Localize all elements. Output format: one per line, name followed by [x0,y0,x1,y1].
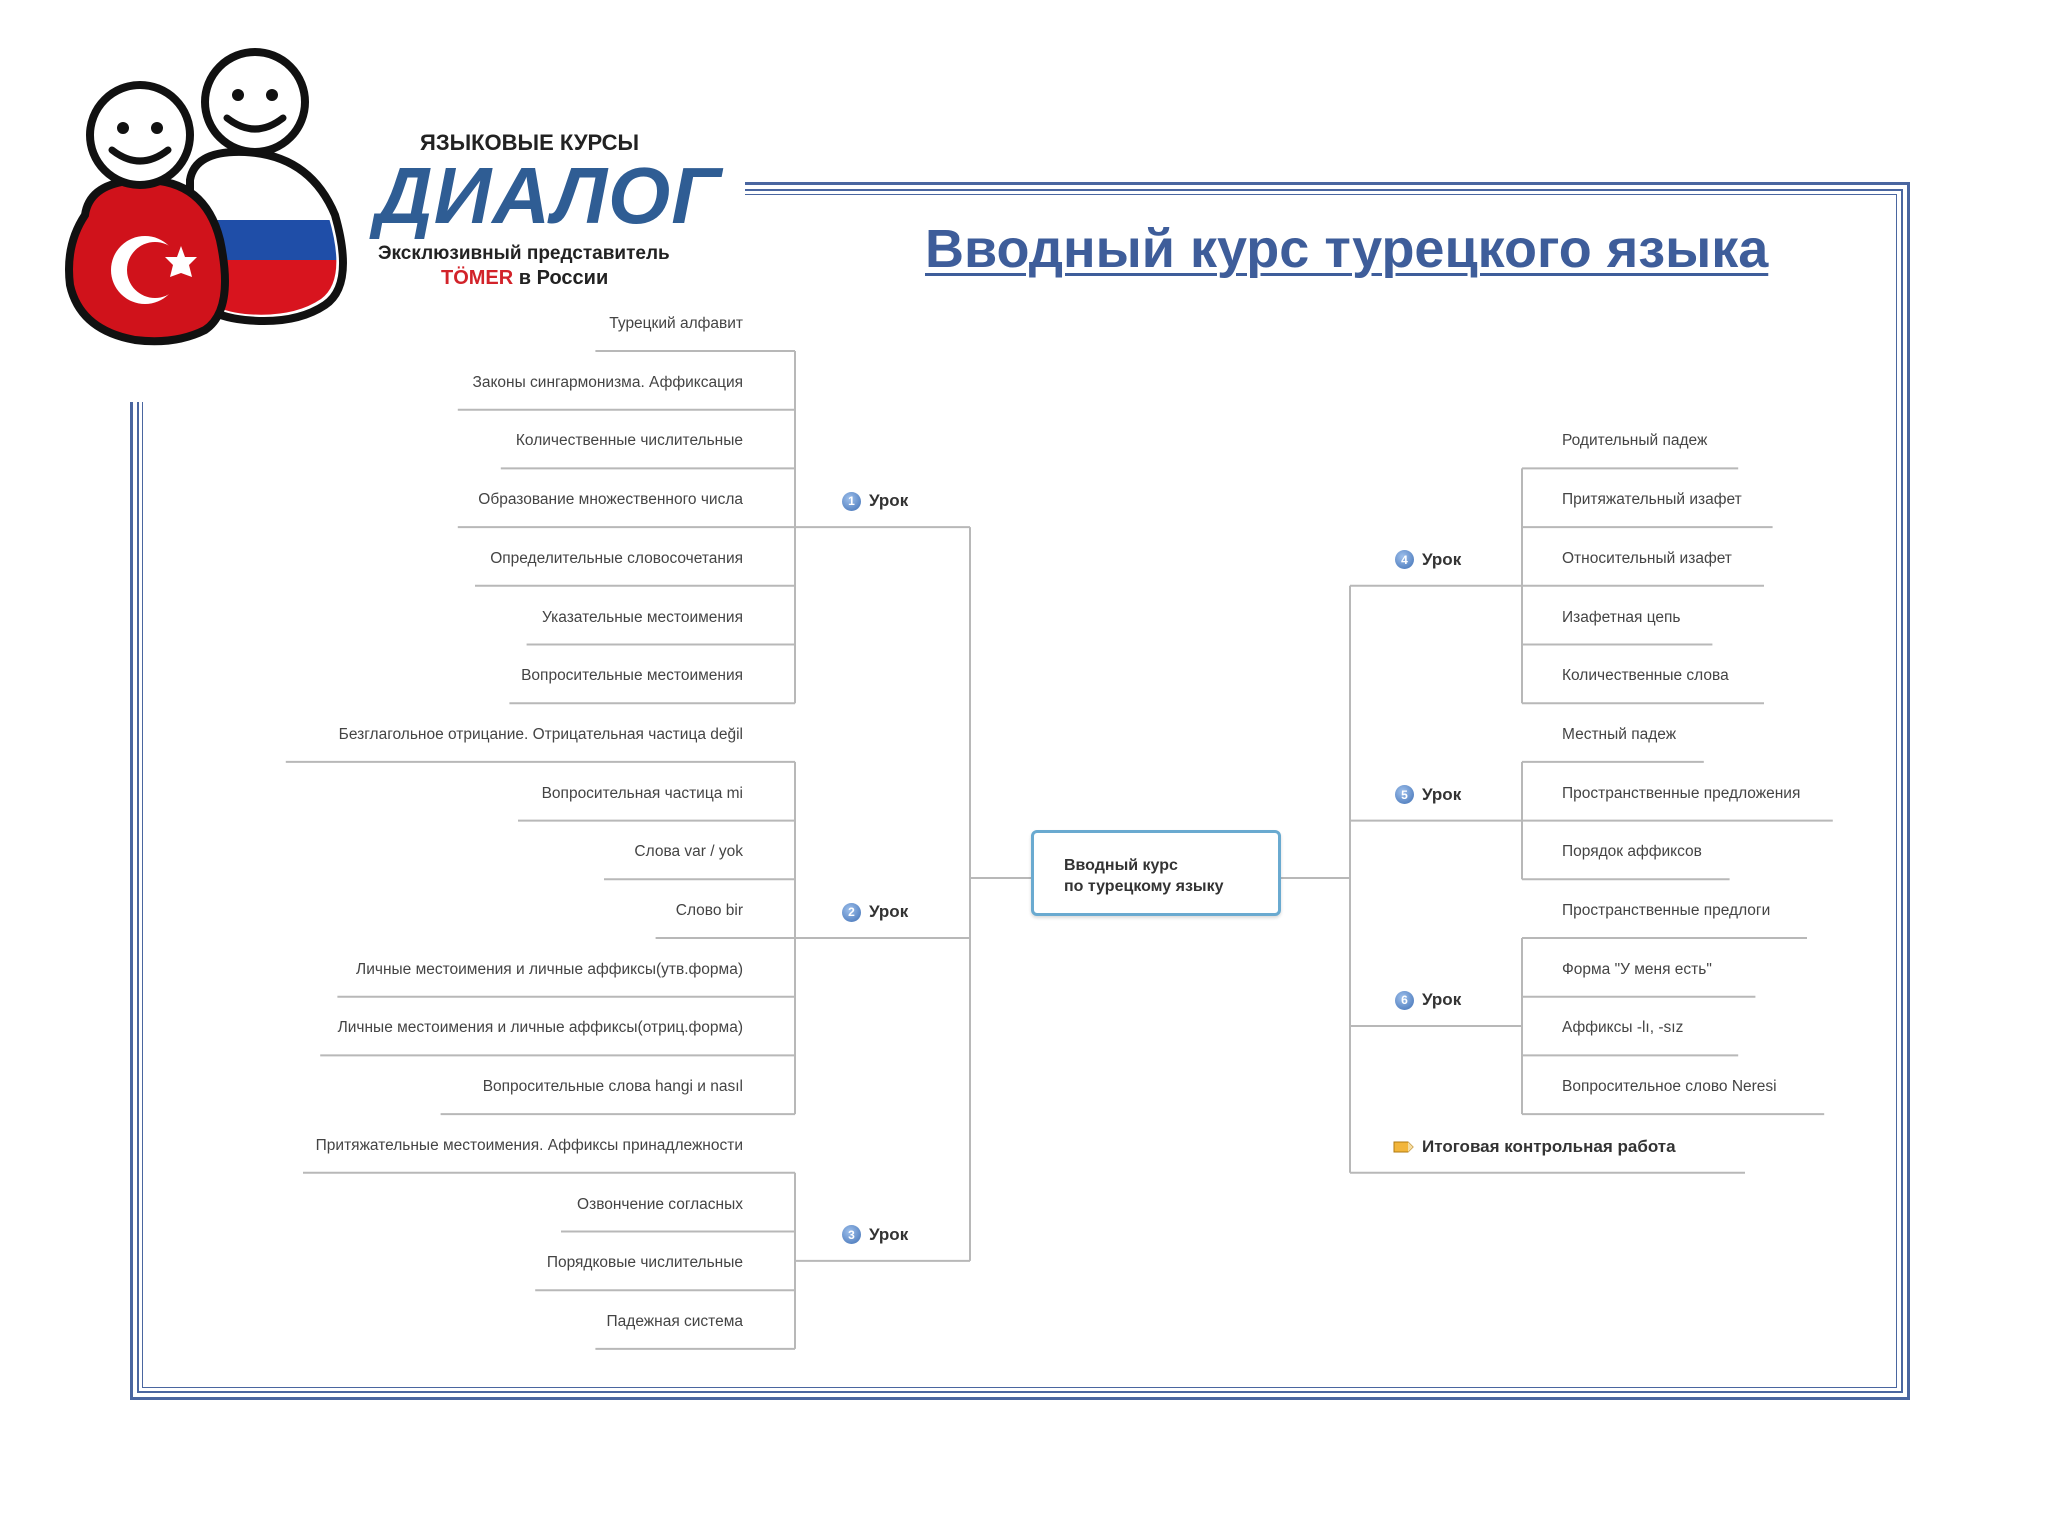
topic-label: Вопросительная частица mi [541,784,743,802]
topic-label: Порядковые числительные [546,1254,743,1272]
lesson-label: Урок [1422,784,1462,804]
topic-label: Местный падеж [1562,725,1677,743]
lesson-number-icon: 1 [842,492,861,511]
mindmap-center-node [1031,830,1281,916]
lesson-node [1395,990,1461,1010]
topic-label: Притяжательный изафет [1562,491,1742,509]
topic-label: Безглагольное отрицание. Отрицательная частица değil [338,725,743,743]
topic-label: Личные местоимения и личные аффиксы(отриц.форма) [337,1019,743,1037]
topic-label: Слова var / yok [634,843,743,861]
center-node-line2: по турецкому языку [1064,878,1224,895]
topic-label: Падежная система [606,1312,743,1330]
lesson-label: Урок [869,902,909,921]
topic-label: Образование множественного числа [478,491,743,509]
brand-name: ДИАЛОГ [375,151,722,240]
page-title: Вводный курс турецкого языка [925,219,1769,279]
topic-label: Родительный падеж [1562,432,1708,450]
topic-label: Озвончение согласных [577,1195,743,1213]
lesson-node [1395,785,1461,805]
lesson-label: Урок [1422,549,1462,569]
topic-label: Личные местоимения и личные аффиксы(утв.форма) [356,960,743,978]
lesson-number-icon: 6 [1395,991,1414,1010]
topic-label: Слово bir [675,902,743,919]
topic-label: Порядок аффиксов [1562,843,1702,861]
topic-label: Аффиксы -lı, -sız [1562,1019,1684,1037]
topic-label: Форма "У меня есть" [1562,960,1712,978]
topic-label: Притяжательные местоимения. Аффиксы принадлежности [315,1136,743,1154]
topic-label: Вопросительные местоимения [521,667,743,685]
brand-tagline: ЯЗЫКОВЫЕ КУРСЫ [420,130,640,155]
lesson-number-icon: 4 [1395,550,1414,569]
lesson-node [1395,550,1461,570]
topic-label: Пространственные предложения [1562,784,1801,802]
topic-label: Вопросительное слово Neresi [1562,1078,1777,1096]
lesson-label: Урок [869,491,909,511]
topic-label: Изафетная цепь [1562,608,1681,626]
topic-label: Относительный изафет [1562,549,1732,567]
topic-label: Количественные слова [1562,667,1729,685]
topic-label: Вопросительные слова hangi и nasıl [482,1078,743,1096]
final-exam-label: Итоговая контрольная работа [1422,1136,1676,1156]
brand-partner-name: TÖMER [441,267,514,289]
lesson-number-icon: 3 [842,1225,861,1244]
brand-partner-rest: в России [513,267,609,289]
pencil-icon [1392,1138,1414,1156]
topic-label: Определительные словосочетания [490,549,743,567]
lesson-number-icon: 5 [1395,785,1414,804]
topic-label: Количественные числительные [515,432,743,450]
center-node-line1: Вводный курс [1064,857,1178,874]
lesson-label: Урок [869,1224,909,1244]
brand-subtitle: Эксклюзивный представитель [378,243,670,264]
topic-label: Пространственные предлоги [1562,902,1771,919]
lesson-node [842,491,908,511]
topic-label: Турецкий алфавит [609,315,743,332]
final-exam-node [1392,1137,1676,1157]
lesson-label: Урок [1422,990,1462,1010]
topic-label: Указательные местоимения [541,608,743,626]
lesson-node [842,1225,908,1245]
lesson-node [842,902,908,922]
topic-label: Законы сингармонизма. Аффиксация [472,373,743,391]
lesson-number-icon: 2 [842,903,861,922]
